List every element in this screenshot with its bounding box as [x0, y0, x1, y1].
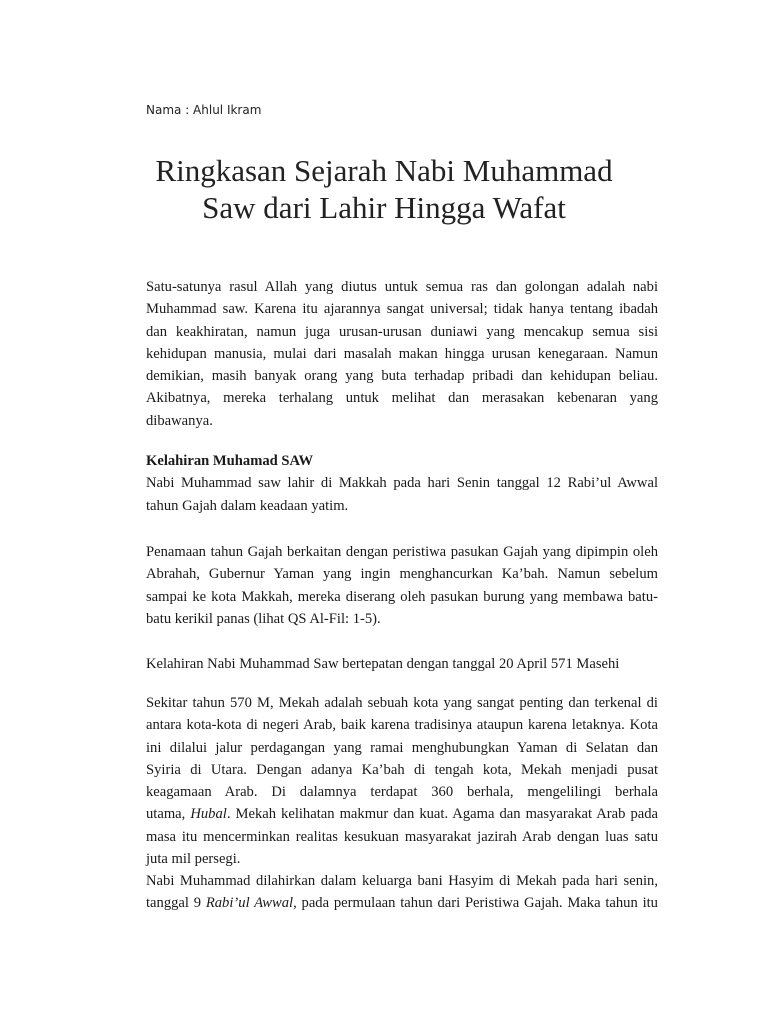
section-heading: Kelahiran Muhamad SAW: [146, 453, 314, 469]
title-line: Ringkasan Sejarah Nabi Muhammad: [155, 153, 613, 188]
text-line: Penamaan tahun Gajah berkaitan dengan peristiwa pasukan Gajah yang dipimpin oleh: [146, 544, 658, 560]
text-line: ini dilalui jalur perdagangan yang ramai menghubungkan Yaman di Selatan dan: [146, 739, 658, 756]
birth-date-paragraph: [146, 653, 658, 675]
text-segment: , pada permulaan tahun dari Peristiwa Gajah. Maka tahun itu: [293, 895, 658, 912]
text-segment: . Mekah kelihatan makmur dan kuat. Agama dan masyarakat Arab pada: [226, 806, 658, 823]
text-line: Akibatnya, mereka terhalang untuk melihat dan merasakan kebenaran yang: [146, 390, 658, 407]
intro-paragraph: [146, 276, 658, 432]
text-line: Sekitar tahun 570 M, Mekah adalah sebuah kota yang sangat penting dan terkenal di: [146, 695, 658, 711]
text-line: batu kerikil panas (lihat QS Al-Fil: 1-5).: [146, 610, 381, 627]
text-line: tahun Gajah dalam keadaan yatim.: [146, 497, 349, 514]
text-line: Abrahah, Gubernur Yaman yang ingin menghancurkan Ka’bah. Namun sebelum: [146, 566, 658, 583]
mecca-paragraph: [146, 692, 658, 870]
author-name: Nama : Ahlul Ikram: [146, 103, 262, 117]
text-line: Nabi Muhammad dilahirkan dalam keluarga bani Hasyim di Mekah pada hari senin,: [146, 873, 658, 889]
text-line: dibawanya.: [146, 412, 213, 429]
text-line: antara kota-kota di negeri Arab, baik karena tradisinya ataupun karena letaknya. Kota: [146, 717, 658, 734]
text-line: demikian, masih banyak orang yang buta terhadap pribadi dan kehidupan beliau.: [146, 368, 658, 385]
text-line: keagamaan Arab. Di dalamnya terdapat 360 berhala, mengelilingi berhala: [146, 784, 658, 801]
text-line: juta mil persegi.: [146, 851, 241, 868]
italic-term: Hubal: [190, 806, 227, 823]
text-line: sampai ke kota Makkah, mereka diserang oleh pasukan burung yang membawa batu-: [146, 588, 658, 605]
family-paragraph: [146, 870, 658, 915]
document-title: [100, 152, 668, 226]
italic-term: Rabi’ul Awwal: [205, 895, 294, 912]
text-line: Satu-satunya rasul Allah yang diutus untuk semua ras dan golongan adalah nabi: [146, 279, 658, 295]
text-line: masa itu mencerminkan realitas kesukuan masyarakat jazirah Arab dengan luas satu: [146, 828, 658, 845]
text-line: Muhammad saw. Karena itu ajarannya sangat universal; tidak hanya tentang ibadah: [146, 301, 658, 318]
text-line: [146, 803, 658, 825]
birth-section: [146, 450, 658, 517]
text-line: [146, 892, 658, 914]
title-line: Saw dari Lahir Hingga Wafat: [202, 190, 566, 225]
text-line: dan keakhiratan, namun juga urusan-urusan duniawi yang mencakup semua sisi: [146, 323, 658, 340]
text-line: Nabi Muhammad saw lahir di Makkah pada hari Senin tanggal 12 Rabi’ul Awwal: [146, 475, 658, 492]
text-line: kehidupan manusia, mulai dari masalah makan hingga urusan kenegaraan. Namun: [146, 345, 658, 362]
text-line: Kelahiran Nabi Muhammad Saw bertepatan dengan tanggal 20 April 571 Masehi: [146, 656, 620, 672]
text-segment: utama,: [146, 806, 191, 823]
text-segment: tanggal 9: [146, 895, 206, 912]
elephant-year-paragraph: [146, 541, 658, 630]
text-line: Syiria di Utara. Dengan adanya Ka’bah di tengah kota, Mekah menjadi pusat: [146, 761, 658, 778]
